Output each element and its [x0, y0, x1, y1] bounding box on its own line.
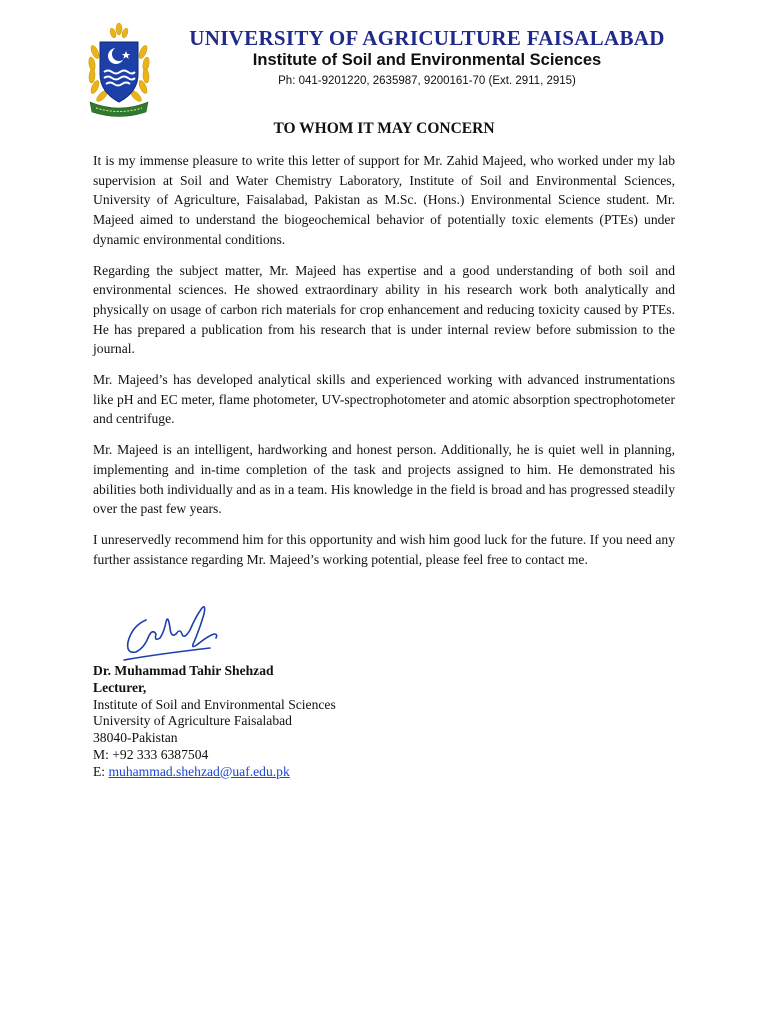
signatory-department: Institute of Soil and Environmental Sciences — [93, 696, 336, 712]
university-name: UNIVERSITY OF AGRICULTURE FAISALABAD — [189, 26, 665, 50]
institute-name: Institute of Soil and Environmental Sciences — [252, 51, 602, 69]
university-logo-icon — [86, 22, 152, 120]
paragraph-2: Regarding the subject matter, Mr. Majeed has expertise and a good understanding of both soil and environmental sciences. He showed extraordinary ability in his research work both analytically and physically on usage of carbon rich materials for crop enhancement and reducing toxicity caused by PTEs. He has prepared a publication from his research that is under internal review before submission to the journal. — [93, 262, 675, 357]
signatory-university: University of Agriculture Faisalabad — [93, 713, 292, 729]
signatory-mobile: M: +92 333 6387504 — [93, 746, 209, 762]
signatory-email-line — [93, 764, 493, 781]
signatory-postal: 38040-Pakistan — [93, 730, 178, 746]
letter-title: TO WHOM IT MAY CONCERN — [273, 120, 495, 137]
paragraph-5: I unreservedly recommend him for this opportunity and wish him good luck for the future. If you need any further assistance regarding Mr. Majeed’s working potential, please feel free to contact me. — [93, 531, 675, 567]
signatory-name: Dr. Muhammad Tahir Shehzad — [93, 663, 274, 678]
phone-numbers: Ph: 041-9201220, 2635987, 9200161-70 (Ext. 2911, 2915) — [278, 75, 576, 87]
signatory-position: Lecturer, — [93, 679, 147, 695]
signatory-block — [93, 663, 493, 781]
email-link[interactable]: muhammad.shehzad@uaf.edu.pk — [108, 763, 290, 779]
letter-body — [93, 151, 675, 580]
paragraph-1: It is my immense pleasure to write this letter of support for Mr. Zahid Majeed, who worked under my lab supervision at Soil and Water Chemistry Laboratory, Institute of Soil and Environmental Sciences, University of Agriculture, Faisalabad, Pakistan as M.Sc. (Hons.) Environmental Science student. Mr. Majeed aimed to understand the biogeochemical behavior of potentially toxic elements (PTEs) under dynamic environmental conditions. — [93, 153, 675, 247]
email-label: E: — [93, 763, 109, 779]
handwritten-signature-icon — [118, 598, 236, 670]
paragraph-3: Mr. Majeed’s has developed analytical skills and experienced working with advanced instrumentations like pH and EC meter, flame photometer, UV-spectrophotometer and atomic absorption spectrophotometer and centrifuge. — [93, 372, 675, 427]
paragraph-4: Mr. Majeed is an intelligent, hardworking and honest person. Additionally, he is quiet well in planning, implementing and in-time completion of the task and projects assigned to him. He demonstrated his abilities both individually and as in a team. His knowledge in the field is broad and has progressed steadily over the past few years. — [93, 442, 675, 517]
